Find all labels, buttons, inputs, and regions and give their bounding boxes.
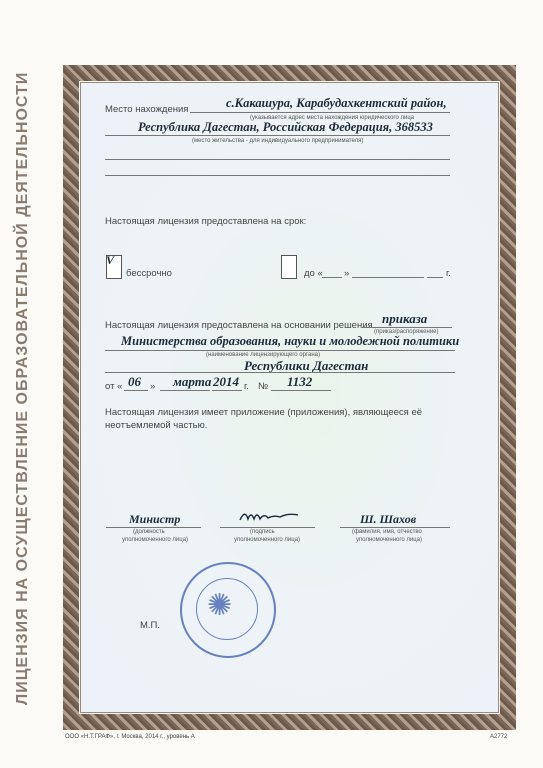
form-series: A2772	[490, 734, 508, 740]
date-day: 06	[128, 374, 141, 389]
until-close: »	[344, 268, 350, 279]
date-year-label: г.	[244, 381, 249, 392]
position-note2: уполномоченного лица)	[122, 537, 189, 543]
printer-imprint: ООО «Н.Т.ГРАФ», г. Москва, 2014 г., уровень А	[65, 734, 195, 740]
side-title: ЛИЦЕНЗИЯ НА ОСУЩЕСТВЛЕНИЕ ОБРАЗОВАТЕЛЬНОЙ ДЕЯТЕЛЬНОСТИ	[14, 71, 31, 705]
number-label: №	[258, 381, 269, 392]
location-line1-rule	[190, 112, 450, 113]
term-label: Настоящая лицензия предоставлена на срок:	[105, 216, 307, 227]
date-year-rule	[212, 390, 242, 391]
appendix-text: Настоящая лицензия имеет приложение (приложения), являющееся её неотъемлемой частью.	[105, 407, 423, 431]
date-close-quote: »	[150, 381, 156, 392]
location-line2: Республика Дагестан, Российская Федерация, 368533	[138, 120, 433, 134]
indefinite-label: бессрочно	[126, 268, 172, 279]
eagle-emblem-icon: ✺	[207, 589, 233, 622]
location-label: Место нахождения	[105, 104, 189, 115]
signatory-name: Ш. Шахов	[360, 512, 417, 526]
location-extra-rule-1	[105, 159, 450, 160]
authority-line1: Министерства образования, науки и молодежной политики	[121, 334, 460, 348]
until-year-rule	[427, 277, 443, 278]
position-rule	[106, 527, 201, 528]
decision-type-rule	[362, 327, 452, 328]
check-mark: V	[106, 253, 115, 267]
signature-note2: уполномоченного лица)	[234, 537, 301, 543]
name-rule	[340, 527, 450, 528]
date-day-rule	[124, 390, 148, 391]
authority-line2: Республики Дагестан	[244, 358, 369, 373]
location-note2: (место жительства - для индивидуального предпринимателя)	[192, 138, 364, 144]
authority-line2-rule	[105, 372, 455, 373]
signature-note1: (подпись	[250, 529, 275, 535]
until-year-suffix: г.	[446, 268, 451, 279]
date-from-label: от «	[105, 381, 123, 392]
basis-label: Настоящая лицензия предоставлена на основании решения	[105, 320, 373, 331]
name-note2: уполномоченного лица)	[356, 537, 423, 543]
signature-rule	[220, 527, 315, 528]
location-line2-rule	[105, 135, 450, 136]
stamp-label: М.П.	[140, 620, 161, 631]
decision-type: приказа	[382, 311, 428, 326]
location-extra-rule-2	[105, 175, 450, 176]
decision-note: (приказ/распоряжение)	[374, 329, 439, 335]
date-year: 2014	[213, 374, 239, 389]
until-month-rule	[352, 277, 424, 278]
official-seal	[180, 562, 276, 658]
decision-number: 1132	[287, 374, 313, 389]
authority-line1-rule	[105, 350, 455, 351]
handwritten-signature	[236, 505, 306, 527]
location-note1: (указывается адрес места нахождения юридического лица	[250, 115, 415, 121]
decision-number-rule	[271, 390, 331, 391]
location-line1: с.Какашура, Карабудахкентский район,	[226, 96, 447, 110]
name-note1: (фамилия, имя, отчество	[352, 529, 422, 535]
authority-note: (наименование лицензирующего органа)	[206, 352, 320, 358]
until-day-rule	[322, 277, 342, 278]
signatory-position: Министр	[129, 512, 181, 526]
until-checkbox	[281, 255, 297, 279]
date-month: марта	[173, 374, 212, 389]
guilloche-field	[80, 82, 499, 713]
until-label: до «	[304, 268, 323, 279]
date-month-rule	[160, 390, 210, 391]
position-note1: (должность	[133, 529, 165, 535]
